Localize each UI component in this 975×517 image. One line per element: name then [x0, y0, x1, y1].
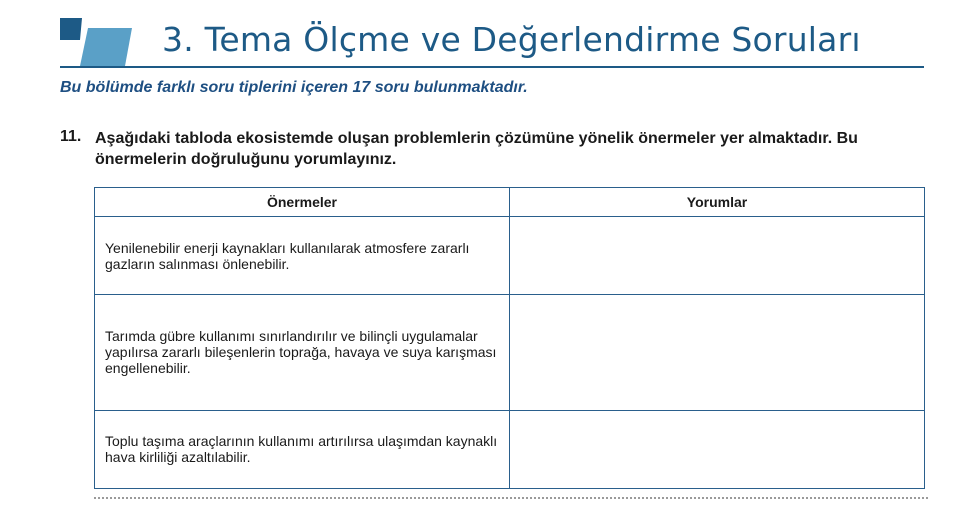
- statement-cell: Tarımda gübre kullanımı sınırlandırılır ve bilinçli uygulamalar yapılırsa zararlı bileşenlerin toprağa, havaya ve suya karışması engellenebilir.: [95, 295, 510, 411]
- statement-cell: Toplu taşıma araçlarının kullanımı artırılırsa ulaşımdan kaynaklı hava kirliliği azaltılabilir.: [95, 410, 510, 488]
- logo-light-parallelogram: [80, 28, 132, 66]
- page-title: 3. Tema Ölçme ve Değerlendirme Soruları: [162, 20, 861, 59]
- title-underline: [60, 66, 924, 68]
- header-comments: Yorumlar: [510, 188, 925, 217]
- comment-cell[interactable]: [510, 295, 925, 411]
- statements-table: [94, 187, 925, 489]
- comment-cell[interactable]: [510, 217, 925, 295]
- comment-cell[interactable]: [510, 410, 925, 488]
- table-row: [95, 410, 925, 488]
- question-number: 11.: [60, 128, 82, 145]
- dotted-separator: [94, 497, 928, 499]
- logo-dark-square: [60, 18, 82, 40]
- section-intro: Bu bölümde farklı soru tiplerini içeren 17 soru bulunmaktadır.: [60, 79, 528, 96]
- question-text: Aşağıdaki tabloda ekosistemde oluşan problemlerin çözümüne yönelik önermeler yer almaktadır. Bu önermelerin doğruluğunu yorumlayınız.: [95, 130, 858, 168]
- header-statements: Önermeler: [95, 188, 510, 217]
- table-row: [95, 217, 925, 295]
- table-header-row: [95, 188, 925, 217]
- statement-cell: Yenilenebilir enerji kaynakları kullanılarak atmosfere zararlı gazların salınması önlenebilir.: [95, 217, 510, 295]
- table-row: [95, 295, 925, 411]
- theme-logo-icon: [60, 18, 140, 66]
